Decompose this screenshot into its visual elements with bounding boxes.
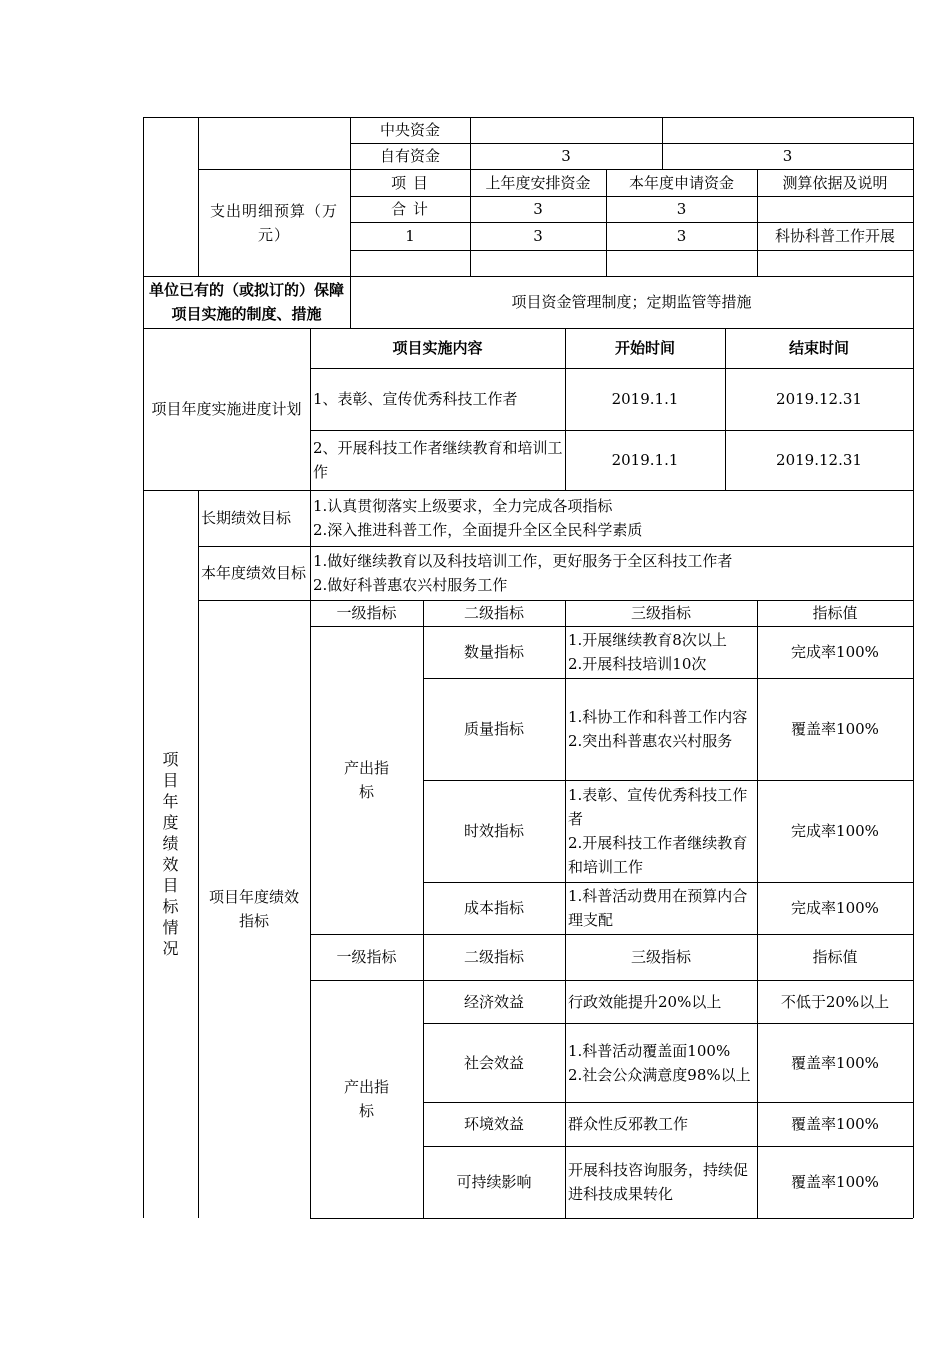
schedule-header-end: 结束时间 xyxy=(788,339,849,357)
long-term-goal-2: 2.深入推进科普工作，全面提升全区全民科学素质 xyxy=(313,521,643,539)
output-indicator-label: 产出指标 xyxy=(343,759,389,801)
indicator-header2-level3: 三级指标 xyxy=(630,948,691,966)
long-term-goals xyxy=(310,490,913,546)
effect-row-2-level3-line1: 1.科普活动覆盖面100% xyxy=(568,1041,731,1060)
indicator-header-level2: 二级指标 xyxy=(463,604,524,622)
output-row-1-level3-line2: 2.开展科技培训10次 xyxy=(568,655,707,673)
indicator-header2-level2: 二级指标 xyxy=(463,948,524,966)
budget-total-note xyxy=(757,196,913,222)
output-row-3-level3-line2: 2.开展科技工作者继续教育和培训工作 xyxy=(568,834,748,876)
central-funds-curr xyxy=(662,117,913,143)
effect-row-3-level2: 环境效益 xyxy=(463,1115,524,1133)
effect-row-4-level2: 可持续影响 xyxy=(456,1173,532,1191)
indicator-header2-level1: 一级指标 xyxy=(336,948,397,966)
self-funds-prev: 3 xyxy=(561,147,571,165)
output-row-3-value: 完成率100% xyxy=(791,822,879,840)
central-funds-label: 中央资金 xyxy=(379,121,440,139)
output-row-1-level3-line1: 1.开展继续教育8次以上 xyxy=(568,631,727,649)
schedule-row-2-end: 2019.12.31 xyxy=(776,451,862,469)
output-row-1-level3 xyxy=(565,626,757,678)
annual-goal-label: 本年度绩效目标 xyxy=(201,564,307,582)
output-row-2-level2: 质量指标 xyxy=(463,720,524,738)
effect-row-2-level2: 社会效益 xyxy=(463,1053,524,1072)
schedule-header-start: 开始时间 xyxy=(614,339,675,357)
budget-header-note: 测算依据及说明 xyxy=(782,173,888,192)
output-row-4-value: 完成率100% xyxy=(791,899,879,917)
effect-row-2-level3 xyxy=(565,1023,757,1102)
long-term-goal-1: 1.认真贯彻落实上级要求，全力完成各项指标 xyxy=(313,497,613,515)
output-row-2-level3 xyxy=(565,678,757,780)
schedule-row-2-start: 2019.1.1 xyxy=(611,451,679,469)
indicator-header-value: 指标值 xyxy=(812,604,858,622)
output-row-4-level2: 成本指标 xyxy=(463,899,524,917)
self-funds-curr: 3 xyxy=(782,147,793,165)
effect-row-1-level3 xyxy=(565,980,757,1023)
indicators-label: 项目年度绩效指标 xyxy=(208,888,299,930)
output-row-2-level3-line2: 2.突出科普惠农兴村服务 xyxy=(568,732,733,750)
budget-header-prev: 上年度安排资金 xyxy=(485,173,591,192)
budget-row1-curr: 3 xyxy=(676,227,687,245)
schedule-label: 项目年度实施进度计划 xyxy=(151,400,302,418)
self-funds-label: 自有资金 xyxy=(379,147,440,165)
budget-row1-prev: 3 xyxy=(533,227,543,245)
output-row-4-level3-line1: 1.科普活动费用在预算内合理支配 xyxy=(568,887,748,929)
guarantee-label: 单位已有的（或拟订的）保障项目实施的制度、措施 xyxy=(148,281,344,323)
output-row-3-level3 xyxy=(565,780,757,882)
output-row-1-value: 完成率100% xyxy=(791,643,879,661)
indicator-header-level1: 一级指标 xyxy=(336,604,397,622)
effect-row-4-value: 覆盖率100% xyxy=(791,1173,879,1191)
effect-indicator-label: 产出指标 xyxy=(343,1078,389,1120)
annual-goals xyxy=(310,546,913,600)
indicator-header-level3: 三级指标 xyxy=(630,604,691,622)
long-term-label: 长期绩效目标 xyxy=(201,509,292,527)
budget-row1-item: 1 xyxy=(405,227,415,245)
annual-goal-1: 1.做好继续教育以及科技培训工作，更好服务于全区科技工作者 xyxy=(313,552,733,570)
schedule-header-content: 项目实施内容 xyxy=(392,339,483,357)
effect-row-4-level3 xyxy=(565,1146,757,1218)
effect-row-1-level2: 经济效益 xyxy=(463,992,524,1011)
central-funds-prev xyxy=(470,117,662,143)
effect-row-3-value: 覆盖率100% xyxy=(791,1115,879,1133)
performance-section xyxy=(143,490,198,1218)
output-row-3-level3-line1: 1.表彰、宣传优秀科技工作者 xyxy=(568,786,748,828)
budget-header-curr: 本年度申请资金 xyxy=(628,173,734,192)
performance-label: 项目年度绩效目标情况 xyxy=(162,750,179,958)
schedule-row-1-content: 1、表彰、宣传优秀科技工作者 xyxy=(313,390,518,408)
output-row-3-level2: 时效指标 xyxy=(463,822,524,840)
output-row-1-level2: 数量指标 xyxy=(463,643,524,661)
effect-row-1-value: 不低于20%以上 xyxy=(780,992,890,1011)
budget-total-curr: 3 xyxy=(676,200,687,218)
budget-total-prev: 3 xyxy=(533,200,543,218)
annual-goal-2: 2.做好科普惠农兴村服务工作 xyxy=(313,576,508,594)
effect-row-2-value: 覆盖率100% xyxy=(791,1053,879,1072)
effect-row-3-level3-line1: 群众性反邪教工作 xyxy=(568,1115,689,1133)
budget-label: 支出明细预算（万元） xyxy=(209,201,338,244)
effect-row-2-level3-line2: 2.社会公众满意度98%以上 xyxy=(568,1065,751,1084)
effect-row-4-level3-line1: 开展科技咨询服务，持续促进科技成果转化 xyxy=(568,1161,749,1203)
output-row-4-level3 xyxy=(565,882,757,934)
schedule-row-2-content: 2、开展科技工作者继续教育和培训工作 xyxy=(313,439,563,481)
effect-row-3-level3 xyxy=(565,1102,757,1146)
output-row-2-level3-line1: 1.科协工作和科普工作内容 xyxy=(568,708,748,726)
output-row-2-value: 覆盖率100% xyxy=(791,720,879,738)
schedule-row-1-start: 2019.1.1 xyxy=(611,390,679,408)
budget-row1-note: 科协科普工作开展 xyxy=(774,227,895,245)
guarantee-content: 项目资金管理制度；定期监管等措施 xyxy=(511,293,752,311)
effect-row-1-level3-line1: 行政效能提升20%以上 xyxy=(568,992,722,1011)
indicator-header2-value: 指标值 xyxy=(812,948,858,966)
schedule-row-1-end: 2019.12.31 xyxy=(776,390,862,408)
budget-total-label: 合 计 xyxy=(391,200,429,218)
budget-header-item: 项 目 xyxy=(391,173,429,192)
